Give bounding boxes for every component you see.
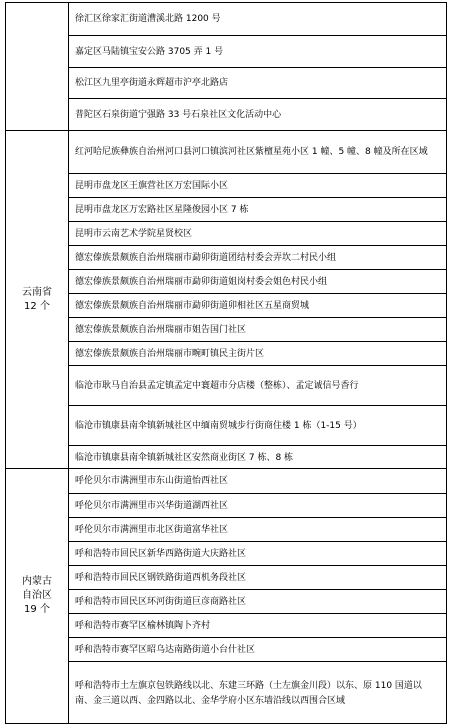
address-row	[69, 269, 446, 293]
address-row	[69, 245, 446, 269]
address-text: 昆明市云南艺术学院星贤校区	[75, 228, 193, 239]
address-text: 呼伦贝尔市满洲里市北区街道富华社区	[75, 524, 229, 535]
address-text: 呼伦贝尔市满洲里市东山街道怡西社区	[75, 476, 229, 486]
address-text: 普陀区石泉街道宁强路 33 号石泉社区文化活动中心	[75, 109, 282, 120]
region-label	[6, 469, 69, 723]
address-row	[69, 445, 446, 469]
address-text: 德宏傣族景颇族自治州瑞丽市姐告国门社区	[75, 324, 247, 335]
address-text: 呼和浩特市赛罕区榆林镇陶卜齐村	[75, 620, 211, 631]
address-list	[69, 3, 446, 130]
address-row	[69, 197, 446, 221]
address-row	[69, 613, 446, 637]
address-list	[69, 131, 446, 468]
address-row	[69, 493, 446, 517]
address-list	[69, 469, 446, 723]
address-text: 呼和浩特市赛罕区昭乌达南路街道小台什社区	[75, 644, 256, 655]
address-row	[69, 35, 446, 67]
address-row	[69, 637, 446, 661]
address-row	[69, 67, 446, 98]
region-count: 12 个	[24, 300, 50, 312]
address-row	[69, 541, 446, 565]
address-row	[69, 589, 446, 613]
address-row	[69, 565, 446, 589]
region-name: 云南省	[22, 286, 52, 298]
address-row	[69, 517, 446, 541]
address-row	[69, 341, 446, 365]
address-text: 徐汇区徐家汇街道漕溪北路 1200 号	[75, 14, 221, 24]
address-text: 呼和浩特市回民区钢铁路街道西机务段社区	[75, 572, 247, 583]
address-row	[69, 3, 446, 35]
region-count: 19 个	[24, 604, 50, 615]
address-text: 嘉定区马陆镇宝安公路 3705 弄 1 号	[75, 46, 224, 57]
address-text: 临沧市镇康县南伞镇新城社区安然商业街区 7 栋、8 栋	[75, 452, 294, 463]
address-text: 德宏傣族景颇族自治州瑞丽市勐卯街道团结村委会弄坎二村民小组	[75, 252, 337, 263]
group-shanghai	[6, 3, 446, 130]
address-text: 临沧市耿马自治县孟定镇孟定中寰超市分店楼（整栋）、孟定诚信号香行	[75, 380, 359, 391]
address-text: 临沧市镇康县南伞镇新城社区中缅南贸城步行街商住楼 1 栋（1-15 号）	[75, 420, 362, 431]
address-text: 德宏傣族景颇族自治州瑞丽市勐卯街道卯相社区五星商贸城	[75, 300, 310, 311]
address-row	[69, 293, 446, 317]
address-text: 德宏傣族景颇族自治州瑞丽市勐卯街道姐岗村委会姐色村民小组	[75, 276, 328, 287]
address-row	[69, 365, 446, 405]
address-row	[69, 405, 446, 445]
address-text: 昆明市盘龙区王旗营社区万宏国际小区	[75, 180, 229, 191]
address-text: 昆明市盘龙区万宏路社区星隆俊园小区 7 栋	[75, 204, 249, 215]
address-row	[69, 661, 446, 724]
address-text: 呼和浩特市土左旗京包铁路线以北、东建三环路（土左旗金川段）以东、原 110 国道以南、金三道以西、金四路以北、金华学府小区东墙沿线以西围合区域	[75, 680, 422, 706]
closure-area-table	[5, 2, 447, 724]
address-row	[69, 221, 446, 245]
address-row	[69, 317, 446, 341]
address-row	[69, 173, 446, 197]
address-text: 呼伦贝尔市满洲里市兴华街道湖西社区	[75, 500, 229, 511]
region-name: 内蒙古	[22, 576, 52, 587]
address-row	[69, 469, 446, 493]
address-text: 呼和浩特市回民区新华西路街道大庆路社区	[75, 548, 247, 559]
region-label	[6, 131, 69, 468]
region-label-empty	[6, 3, 69, 130]
address-row	[69, 98, 446, 130]
address-text: 红河哈尼族彝族自治州河口县河口镇滨河社区紫檀星苑小区 1 幢、5 幢、8 幢及所在区域	[75, 147, 428, 157]
address-row	[69, 131, 446, 173]
group-inner-mongolia	[6, 468, 446, 723]
address-text: 松江区九里亭街道永辉超市沪亭北路店	[75, 78, 229, 88]
address-text: 呼和浩特市回民区环河街街道巨彦商路社区	[75, 596, 247, 607]
region-name-2: 自治区	[22, 590, 52, 601]
group-yunnan	[6, 130, 446, 468]
address-text: 德宏傣族景颇族自治州瑞丽市畹町镇民主街片区	[75, 348, 265, 359]
